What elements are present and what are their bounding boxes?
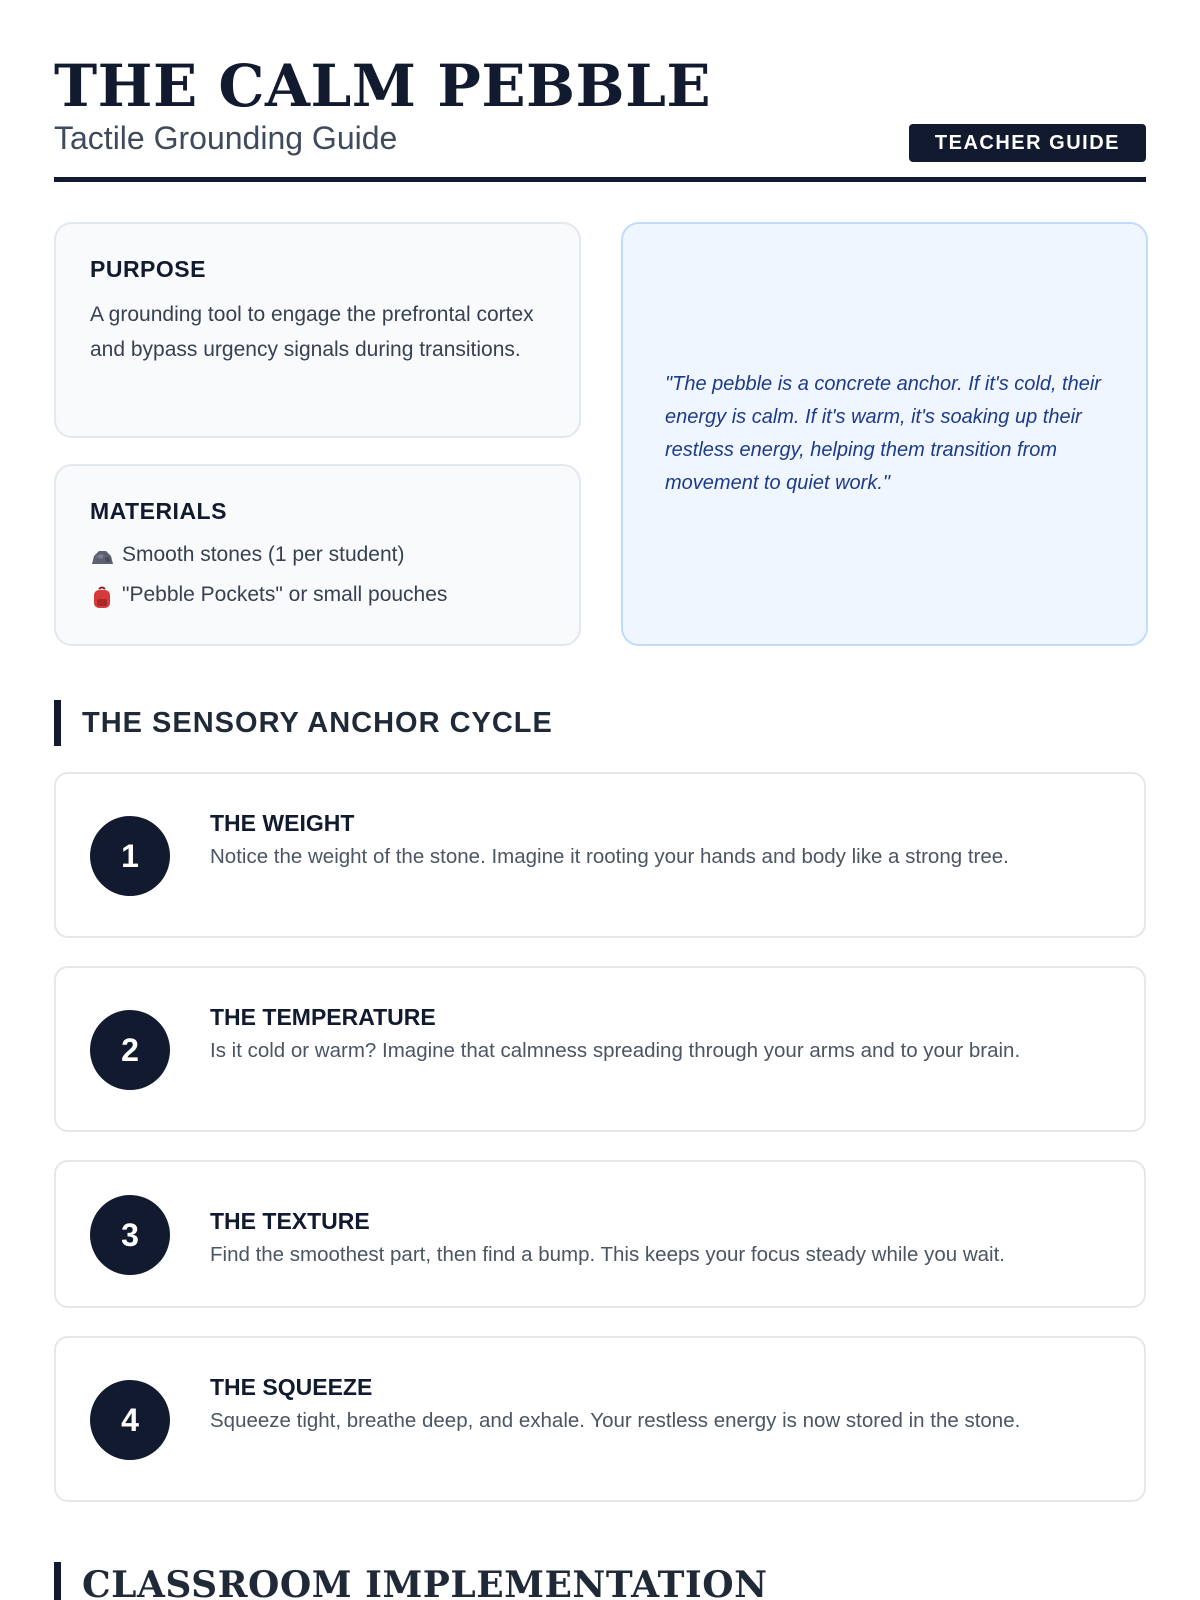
- step-body: [210, 1372, 1114, 1437]
- implementation-section-header: [54, 1562, 1146, 1600]
- step-body: [210, 1002, 1114, 1067]
- step-text: Squeeze tight, breathe deep, and exhale. Your restless energy is now stored in the stone.: [210, 1409, 1021, 1432]
- page-subtitle: Tactile Grounding Guide: [54, 120, 398, 156]
- materials-card: [54, 464, 581, 646]
- step-number: 3: [90, 1195, 170, 1275]
- overview-section: [54, 222, 1146, 690]
- materials-heading: MATERIALS: [90, 498, 227, 524]
- step-title: THE SQUEEZE: [210, 1374, 373, 1400]
- step-card: [54, 1160, 1146, 1308]
- teacher-quote: "The pebble is a concrete anchor. If it's cold, their energy is calm. If it's warm, it's soaking up their restless energy, helping them transition from movement to quiet work.": [665, 373, 1101, 494]
- step-card: [54, 966, 1146, 1132]
- step-number: 1: [90, 816, 170, 896]
- step-number: 4: [90, 1380, 170, 1460]
- purpose-text: A grounding tool to engage the prefrontal cortex and bypass urgency signals during transitions.: [90, 303, 534, 361]
- teacher-guide-badge: TEACHER GUIDE: [909, 124, 1146, 162]
- section-heading: CLASSROOM IMPLEMENTATION: [54, 1562, 1146, 1600]
- backpack-icon: [90, 583, 114, 607]
- materials-item-text: "Pebble Pockets" or small pouches: [122, 583, 448, 606]
- cycle-section-header: [54, 700, 1146, 746]
- step-text: Find the smoothest part, then find a bump. This keeps your focus steady while you wait.: [210, 1243, 1005, 1266]
- step-title: THE WEIGHT: [210, 810, 355, 836]
- step-body: [210, 1206, 1114, 1271]
- purpose-heading: PURPOSE: [90, 256, 206, 282]
- step-text: Notice the weight of the stone. Imagine it rooting your hands and body like a strong tree.: [210, 845, 1009, 868]
- quote-card: [621, 222, 1148, 646]
- step-body: [210, 808, 1114, 873]
- materials-list: [90, 535, 545, 615]
- materials-item: [90, 575, 545, 615]
- purpose-card: [54, 222, 581, 438]
- step-card: [54, 1336, 1146, 1502]
- step-text: Is it cold or warm? Imagine that calmness spreading through your arms and to your brain.: [210, 1039, 1021, 1062]
- step-number: 2: [90, 1010, 170, 1090]
- materials-item: [90, 535, 545, 575]
- step-card: [54, 772, 1146, 938]
- materials-item-text: Smooth stones (1 per student): [122, 543, 405, 566]
- section-heading: THE SENSORY ANCHOR CYCLE: [54, 700, 1146, 746]
- step-title: THE TEMPERATURE: [210, 1004, 436, 1030]
- step-title: THE TEXTURE: [210, 1208, 370, 1234]
- page-title: THE CALM PEBBLE: [54, 52, 712, 120]
- page-header: [54, 0, 1146, 182]
- rock-icon: [90, 543, 114, 567]
